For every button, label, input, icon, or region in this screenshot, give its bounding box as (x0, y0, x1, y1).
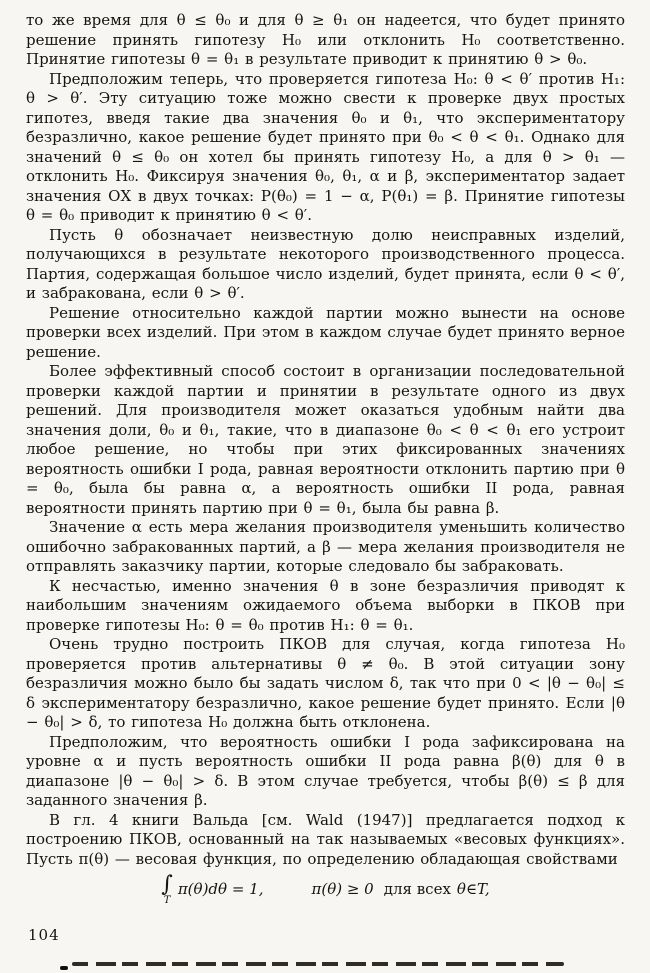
paragraph: то же время для θ ≤ θ₀ и для θ ≥ θ₁ он надеется, что будет принято решение принять гипотезу H₀ или отклонить H₀ соответственно. Принятие гипотезы θ = θ₁ в результате приводит к принятию θ > θ₀. (26, 11, 625, 68)
paragraph: Значение α есть мера желания производителя уменьшить количество ошибочно забракованных партий, а β — мера желания производителя не отправлять заказчику партии, которые следовало бы забраковать. (26, 518, 625, 575)
formula-rhs-expression: π(θ) ≥ 0 (311, 880, 374, 899)
scan-artifact (72, 962, 564, 966)
paragraph: Пусть θ обозначает неизвестную долю неисправных изделий, получающихся в результате некоторого производственного процесса. Партия, содержащая большое число изделий, будет принята, если θ < θ′, и забракована, если θ > θ′. (26, 225, 625, 302)
integral-sign: ∫ (161, 872, 173, 897)
weight-function-formula (26, 872, 625, 906)
paragraph: Предположим, что вероятность ошибки I рода зафиксирована на уровне α и пусть вероятность ошибки II рода равна β(θ) для θ в диапазоне |θ − θ₀| > δ. В этом случае требуется, чтобы β(θ) ≤ β для заданного значения β. (26, 732, 625, 809)
integral-subscript: T (163, 895, 171, 906)
paragraph: Более эффективный способ состоит в организации последовательной проверки каждой партии и принятии в результате одного из двух решений. Для производителя может оказаться удобным найти два значения доли, θ₀ и θ₁, такие, что в диапазоне θ₀ < θ < θ₁ его устроит любое решение, но чтобы при этих фиксированных значениях вероятность ошибки I рода, равная вероятности отклонить партию при θ = θ₀, была бы равна α, а вероятность ошибки II рода, равная вероятности принять партию при θ = θ₁, была бы равна β. (26, 362, 625, 517)
paragraph: К несчастью, именно значения θ в зоне безразличия приводят к наибольшим значениям ожидаемого объема выборки в ПКОВ при проверке гипотезы H₀: θ = θ₀ против H₁: θ = θ₁. (26, 576, 625, 634)
formula-lhs: π(θ)dθ = 1, (177, 880, 264, 899)
paragraph: Очень трудно построить ПКОВ для случая, когда гипотеза H₀ проверяется против альтернативы θ ≠ θ₀. В этой ситуации зону безразличия можно было бы задать числом δ, так что при 0 < |θ − θ₀| ≤ δ экспериментатору безразлично, какое решение будет принято. Если |θ − θ₀| > δ, то гипотеза H₀ должна быть отклонена. (26, 635, 625, 731)
paragraph: Решение относительно каждой партии можно вынести на основе проверки всех изделий. При этом в каждом случае будет принято верное решение. (26, 303, 625, 361)
formula-rhs-text: для всех (383, 880, 451, 899)
page-number: 104 (28, 926, 60, 944)
scan-speck (60, 966, 68, 970)
integral-symbol (161, 872, 173, 906)
paragraph: Предположим теперь, что проверяется гипотеза H₀: θ < θ′ против H₁: θ > θ′. Эту ситуацию тоже можно свести к проверке двух простых гипотез, введя такие два значения θ₀ и θ₁, что экспериментатору безразлично, какое решение будет принято при θ₀ < θ < θ₁. Однако для значений θ ≤ θ₀ он хотел бы принять гипотезу H₀, а для θ > θ₁ — отклонить H₀. Фиксируя значения θ₀, θ₁, α и β, экспериментатор задает значения ОХ в двух точках: P(θ₀) = 1 − α, P(θ₁) = β. Принятие гипотезы θ = θ₀ приводит к принятию θ < θ′. (26, 69, 625, 224)
paragraph: В гл. 4 книги Вальда [см. Wald (1947)] предлагается подход к построению ПКОВ, основанный на так называемых «весовых функциях». Пусть π(θ) — весовая функция, по определению обладающая свойствами (26, 810, 625, 868)
formula-rhs-end: θ∈T, (456, 880, 490, 899)
